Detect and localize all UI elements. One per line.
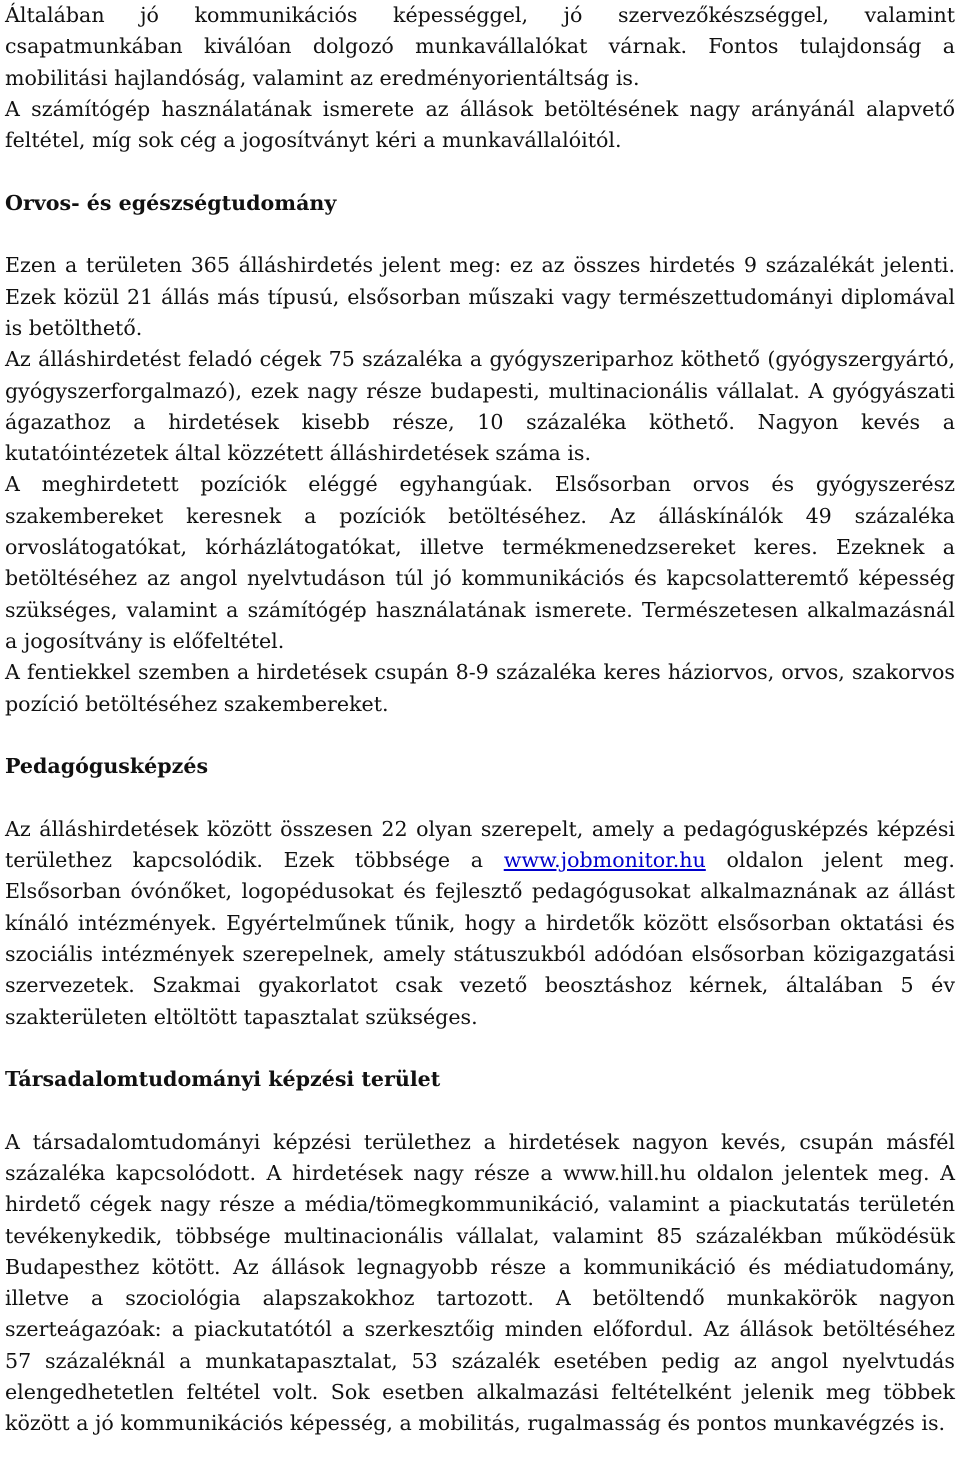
pedagogy-text-start: Az álláshirdetések között összesen 22 olyan szerepelt, amely a pedagógusképzés képzési területhez kapcsolódik. Ezek többsége a <box>5 816 955 873</box>
social-paragraph: A társadalomtudományi képzési területhez a hirdetések nagyon kevés, csupán másfél százaléka kapcsolódott. A hirdetések nagy része a www.hill.hu oldalon jelentek meg. A hirdető cégek nagy része a média/tömegkommunikáció, valamint a piackutatás területén tevékenykedik, többsége multinacionális vállalat, valamint 85 százalékban működésük Budapesthez kötött. Az állások legnagyobb része a kommunikáció és médiatudomány, illetve a szociológia alapszakokhoz tartozott. A betöltendő munkakörök nagyon szerteágazóak: a piackutatótól a szerkesztőig minden előfordul. Az állások betöltéséhez 57 százaléknál a munkatapasztalat, 53 százalék esetében pedig az angol nyelvtudás elengedhetetlen feltétel volt. Sok esetben alkalmazási feltételként jelenik meg többek között a jó kommunikációs képesség, a mobilitás, rugalmasság és pontos munkavégzés is. <box>5 1129 955 1436</box>
section-heading-social: Társadalomtudományi képzési terület <box>5 1067 441 1092</box>
pedagogy-text-end: oldalon jelent meg. Elsősorban óvónőket, logopédusokat és fejlesztő pedagógusokat alkalmaznának az állást kínáló intézmények. Egyértelműnek tűnik, hogy a hirdetők között elsősorban oktatási és szociális intézmények szerepelnek, amely státuszukból adódóan elsősorban közigazgatási szervezetek. Szakmai gyakorlatot csak vezető beosztáshoz kérnek, általában 5 év szakterületen eltöltött tapasztalat szükséges. <box>5 848 955 1029</box>
health-paragraph-3: A meghirdetett pozíciók eléggé egyhangúak. Elsősorban orvos és gyógyszerész szakembereket keresnek a pozíciók betöltéséhez. Az álláskínálók 49 százaléka orvoslátogatókat, kórházlátogatókat, illetve termékmenedzsereket keres. Ezeknek a betöltéséhez az angol nyelvtudáson túl jó kommunikációs és kapcsolatteremtő képesség szükséges, valamint a számítógép használatának ismerete. Természetesen alkalmazásnál a jogosítvány is előfeltétel. <box>5 472 955 653</box>
spacer <box>5 219 955 250</box>
spacer <box>5 1033 955 1064</box>
pedagogy-paragraph <box>5 814 955 1033</box>
section-heading-health: Orvos- és egészségtudomány <box>5 190 337 215</box>
intro-paragraph-2: A számítógép használatának ismerete az állások betöltésének nagy arányánál alapvető feltétel, míg sok cég a jogosítványt kéri a munkavállalóitól. <box>5 96 955 153</box>
section-heading-pedagogy: Pedagógusképzés <box>5 754 209 779</box>
health-paragraph-2: Az álláshirdetést feladó cégek 75 százaléka a gyógyszeriparhoz köthető (gyógyszergyártó, gyógyszerforgalmazó), ezek nagy része budapesti, multinacionális vállalat. A gyógyászati ágazathoz a hirdetések kisebb része, 10 százaléka köthető. Nagyon kevés a kutatóintézetek által közzétett álláshirdetések száma is. <box>5 347 955 466</box>
spacer <box>5 720 955 751</box>
spacer <box>5 156 955 187</box>
jobmonitor-link[interactable]: www.jobmonitor.hu <box>503 848 706 873</box>
intro-paragraph-1: Általában jó kommunikációs képességgel, jó szervezőkészséggel, valamint csapatmunkában kiválóan dolgozó munkavállalókat várnak. Fontos tulajdonság a mobilitási hajlandóság, valamint az eredményorientáltság is. <box>5 3 955 90</box>
health-paragraph-1: Ezen a területen 365 álláshirdetés jelent meg: ez az összes hirdetés 9 százalékát jelenti. Ezek közül 21 állás más típusú, elsősorban műszaki vagy természettudományi diplomával is betölthető. <box>5 253 955 340</box>
health-paragraph-4: A fentiekkel szemben a hirdetések csupán 8-9 százaléka keres háziorvos, orvos, szakorvos pozíció betöltéséhez szakembereket. <box>5 660 955 716</box>
spacer <box>5 1095 955 1126</box>
spacer <box>5 782 955 813</box>
